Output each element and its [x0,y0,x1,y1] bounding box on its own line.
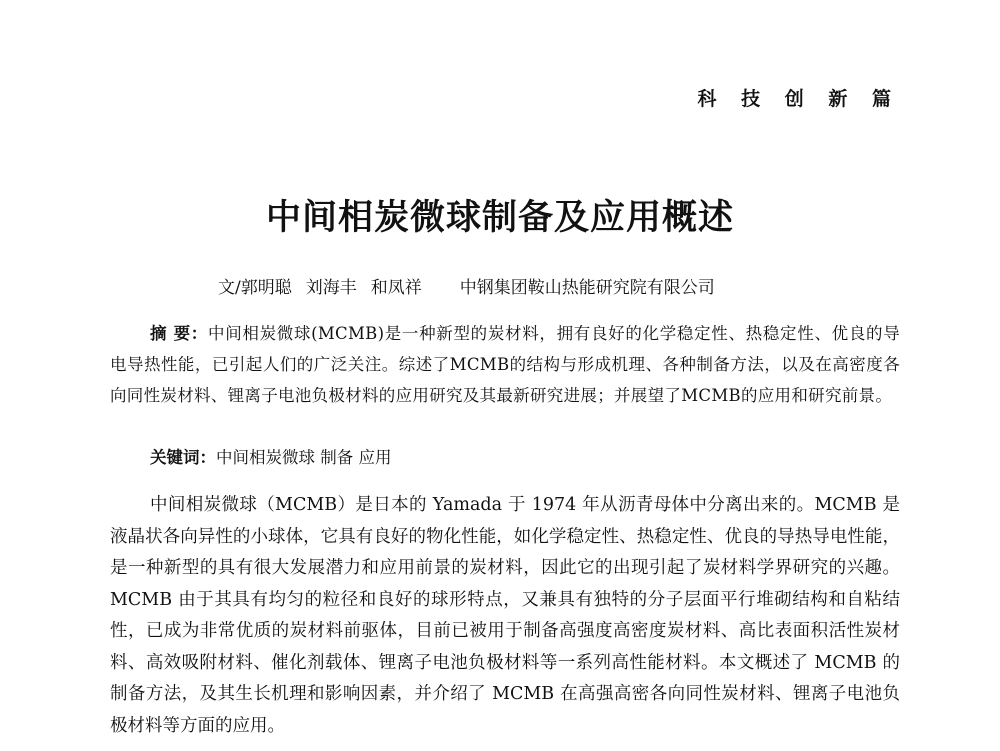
article-title: 中间相炭微球制备及应用概述 [265,198,734,238]
author-name: 郭明聪 [240,278,292,298]
byline-prefix: 文/ [218,278,241,298]
section-header: 科 技 创 新 篇 [697,88,900,110]
body-paragraph: 中间相炭微球（MCMB）是日本的 Yamada 于 1974 年从沥青母体中分离出来的。MCMB 是液晶状各向异性的小球体，它具有良好的物化性能，如化学稳定性、热稳定性、优良的导热导电性能，是一种新型的具有很大发展潜力和应用前景的炭材料，因此它的出现引起了炭材料学界研究的兴趣。MCMB 由于其具有均匀的粒径和良好的球形特点，又兼具有独特的分子层面平行堆砌结构和自粘结性，已成为非常优质的炭材料前驱体，目前已被用于制备高强度高密度炭材料、高比表面积活性炭材料、高效吸附材料、催化剂载体、锂离子电池负极材料等一系列高性能材料。本文概述了 MCMB 的制备方法，及其生长机理和影响因素，并介绍了 MCMB 在高强高密各向同性炭材料、锂离子电池负极材料等方面的应用。 [110,495,900,736]
author-name: 和凤祥 [370,278,422,298]
keywords [150,442,392,473]
abstract [110,318,900,411]
byline [218,273,715,298]
abstract-label: 摘 要： [150,324,208,343]
keywords-text: 中间相炭微球 制备 应用 [216,448,392,467]
affiliation: 中钢集团鞍山热能研究院有限公司 [459,278,715,298]
abstract-text: 中间相炭微球(MCMB)是一种新型的炭材料，拥有良好的化学稳定性、热稳定性、优良的导电导热性能，已引起人们的广泛关注。综述了MCMB的结构与形成机理、各种制备方法，以及在高密度各向同性炭材料、锂离子电池负极材料的应用研究及其最新研究进展；并展望了MCMB的应用和研究前景。 [110,324,900,405]
author-name: 刘海丰 [305,278,357,298]
keywords-label: 关键词： [150,448,216,467]
